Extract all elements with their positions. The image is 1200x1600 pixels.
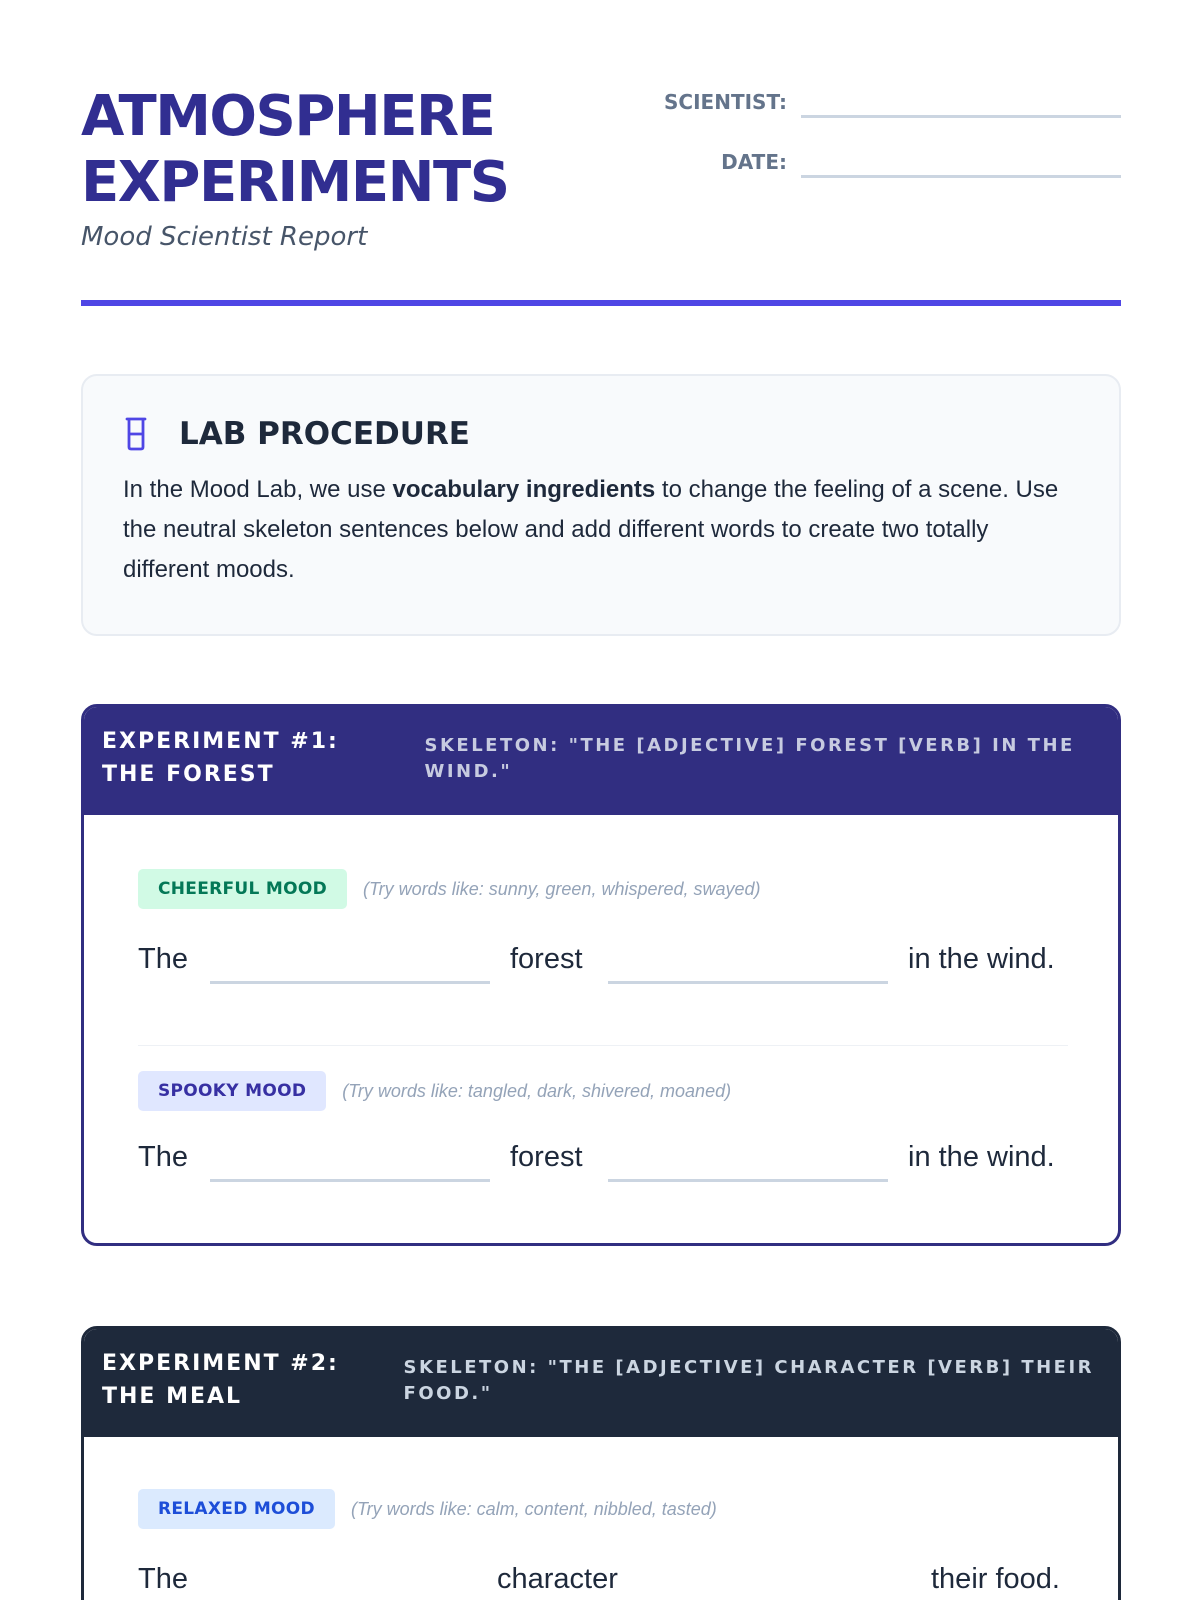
verb-blank[interactable] bbox=[608, 981, 888, 984]
sentence-word-character: character bbox=[497, 1563, 618, 1595]
experiment-2-header bbox=[84, 1329, 1118, 1437]
adjective-blank[interactable] bbox=[210, 1179, 490, 1182]
cheerful-mood-section bbox=[138, 869, 1068, 975]
sentence-word-ending: in the wind. bbox=[908, 943, 1055, 975]
relaxed-mood-hint: (Try words like: calm, content, nibbled, tasted) bbox=[350, 1498, 717, 1519]
date-input-line[interactable] bbox=[801, 175, 1121, 178]
spooky-mood-hint: (Try words like: tangled, dark, shivered, moaned) bbox=[342, 1080, 732, 1101]
procedure-text-bold: vocabulary ingredients bbox=[392, 476, 656, 503]
title-line-1: ATMOSPHERE bbox=[81, 84, 495, 149]
worksheet-page bbox=[81, 0, 1121, 1600]
experiment-2-skeleton: SKELETON: "THE [ADJECTIVE] CHARACTER [VERB] THEIR FOOD." bbox=[403, 1357, 1095, 1404]
experiment-1-header bbox=[84, 707, 1118, 815]
scientist-label: SCIENTIST: bbox=[664, 90, 787, 114]
header-divider bbox=[81, 300, 1121, 306]
experiment-2-title: EXPERIMENT #2: THE MEAL bbox=[102, 1351, 339, 1409]
sentence-word-forest: forest bbox=[510, 1141, 583, 1173]
spooky-sentence bbox=[138, 1133, 1068, 1183]
relaxed-mood-badge: RELAXED MOOD bbox=[138, 1489, 335, 1529]
sentence-word-the: The bbox=[138, 943, 188, 975]
experiment-2-card bbox=[81, 1326, 1121, 1600]
procedure-text-end: to change the feeling of a scene. Use the neutral skeleton sentences below and add different words to create two totally different moods. bbox=[123, 476, 1059, 583]
verb-blank[interactable] bbox=[608, 1179, 888, 1182]
relaxed-sentence bbox=[138, 1555, 1068, 1600]
cheerful-mood-badge: CHEERFUL MOOD bbox=[138, 869, 347, 909]
sentence-word-the: The bbox=[138, 1141, 188, 1173]
date-label: DATE: bbox=[721, 150, 787, 174]
experiment-1-skeleton: SKELETON: "THE [ADJECTIVE] FOREST [VERB] IN THE WIND." bbox=[424, 735, 1075, 782]
mood-label-row bbox=[138, 869, 1068, 909]
procedure-heading bbox=[123, 416, 1079, 452]
sentence-word-ending: in the wind. bbox=[908, 1141, 1055, 1173]
title-line-2: EXPERIMENTS bbox=[81, 150, 509, 215]
beaker-icon bbox=[123, 417, 149, 451]
experiment-1-card bbox=[81, 704, 1121, 1246]
procedure-title: LAB PROCEDURE bbox=[179, 416, 470, 452]
sentence-word-the: The bbox=[138, 1563, 188, 1595]
scientist-input-line[interactable] bbox=[801, 115, 1121, 118]
page-subtitle: Mood Scientist Report bbox=[81, 222, 368, 252]
name-date-fields bbox=[661, 84, 1121, 204]
mood-label-row bbox=[138, 1071, 1068, 1111]
scientist-field bbox=[661, 84, 1121, 120]
cheerful-mood-hint: (Try words like: sunny, green, whispered, swayed) bbox=[363, 878, 761, 899]
worksheet-header bbox=[81, 84, 1121, 306]
adjective-blank[interactable] bbox=[210, 981, 490, 984]
experiment-1-title: EXPERIMENT #1: THE FOREST bbox=[102, 729, 339, 787]
sentence-word-forest: forest bbox=[510, 943, 583, 975]
relaxed-mood-section bbox=[138, 1489, 1068, 1595]
mood-divider bbox=[138, 1045, 1068, 1046]
mood-label-row bbox=[138, 1489, 1068, 1529]
procedure-text bbox=[123, 470, 1079, 590]
spooky-mood-badge: SPOOKY MOOD bbox=[138, 1071, 326, 1111]
spooky-mood-section bbox=[138, 1071, 1068, 1173]
procedure-text-start: In the Mood Lab, we use bbox=[123, 476, 393, 503]
sentence-word-ending: their food. bbox=[931, 1563, 1060, 1595]
cheerful-sentence bbox=[138, 935, 1068, 985]
lab-procedure-box bbox=[81, 374, 1121, 636]
date-field bbox=[661, 144, 1121, 180]
